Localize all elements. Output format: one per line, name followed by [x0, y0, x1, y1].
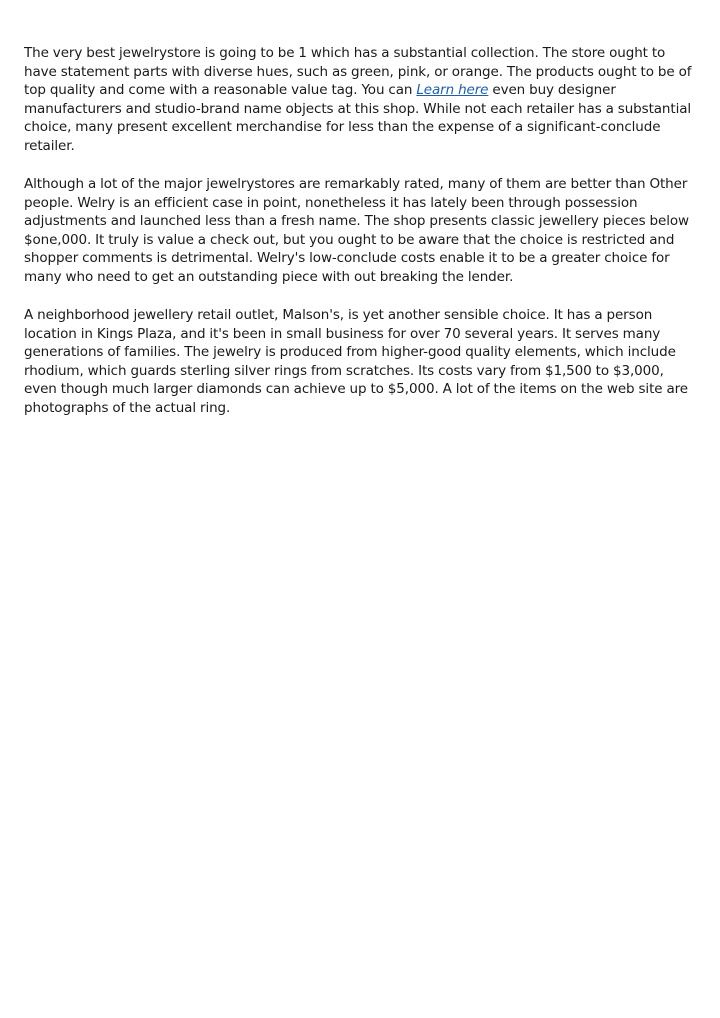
- paragraph-2: Although a lot of the major jewelrystores are remarkably rated, many of them are better than Other people. Welry is an efficient case in point, nonetheless it has lately been through possession adjustments and launched less than a fresh name. The shop presents classic jewellery pieces below $one,000. It truly is value a check out, but you ought to be aware that the choice is restricted and shopper comments is detrimental. Welry's low-conclude costs enable it to be a greater choice for many who need to get an outstanding piece with out breaking the lender.: [24, 176, 689, 285]
- learn-here-link[interactable]: Learn here: [416, 82, 489, 98]
- paragraph-1: [24, 44, 696, 155]
- paragraph-3: A neighborhood jewellery retail outlet, Malson's, is yet another sensible choice. It has a person location in Kings Plaza, and it's been in small business for over 70 several years. It serves many generations of families. The jewelry is produced from higher-good quality elements, which include rhodium, which guards sterling silver rings from scratches. Its costs vary from $1,500 to $3,000, even though much larger diamonds can achieve up to $5,000. A lot of the items on the web site are photographs of the actual ring.: [24, 307, 688, 416]
- paragraph-1-text-after-link: even buy designer manufacturers and studio-brand name objects at this shop. While not each retailer has a substantial choice, many present excellent merchandise for less than the expense of a significant-conclude retailer.: [24, 82, 692, 154]
- paragraph-1-text-before-link: The very best jewelrystore is going to be 1 which has a substantial collection. The store ought to have statement parts with diverse hues, such as green, pink, or orange. The products ought to be of top quality and come with a reasonable value tag. You can: [24, 45, 692, 98]
- document-body: [24, 44, 696, 437]
